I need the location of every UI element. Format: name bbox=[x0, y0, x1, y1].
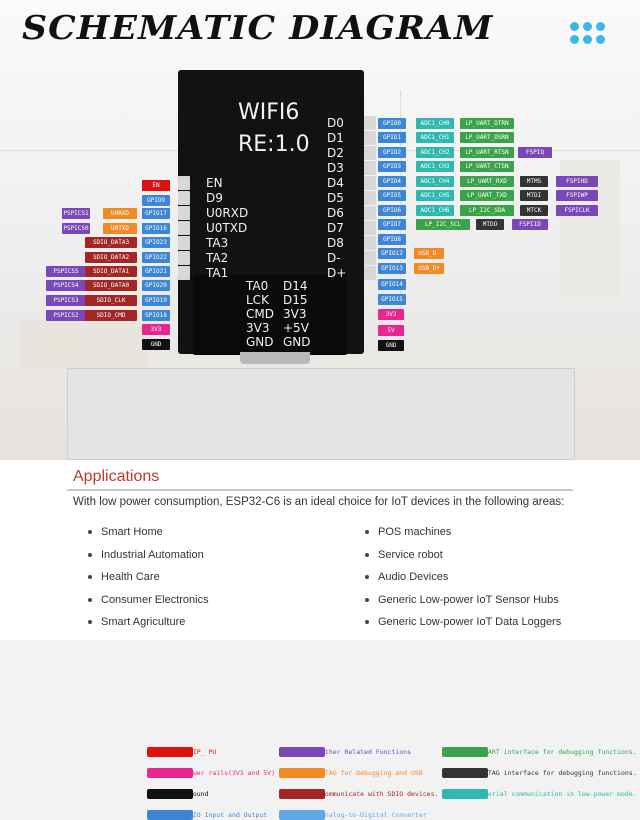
pin-label: USB_D- bbox=[414, 248, 444, 259]
pin-label: ADC1_CH1 bbox=[416, 132, 454, 143]
left-pin-name: U0RXD bbox=[206, 206, 249, 220]
board-revision-label: RE:1.0 bbox=[238, 132, 310, 157]
pin-label: GPIO20 bbox=[142, 280, 170, 291]
pin-label: FSPIQ bbox=[518, 147, 552, 158]
pin-label: EN bbox=[142, 180, 170, 191]
pin-label: FSPIWP bbox=[556, 190, 598, 201]
pin-label: GPIO3 bbox=[378, 161, 406, 172]
pin-label: LP_I2C_SCL bbox=[416, 219, 470, 230]
pin-label: 5V bbox=[378, 325, 404, 336]
pin-label: SDIO_CLK bbox=[85, 295, 137, 306]
applications-section bbox=[0, 460, 640, 640]
pin-label: PSPICS3 bbox=[46, 295, 86, 306]
pin-label: PSPICS0 bbox=[63, 225, 89, 232]
right-pad bbox=[364, 266, 376, 280]
left-pin-name: TA2 bbox=[206, 251, 229, 265]
pin-label: ADC1_CH3 bbox=[416, 161, 454, 172]
pin-label: GPIO18 bbox=[142, 310, 170, 321]
pin-label: GND bbox=[142, 339, 170, 350]
applications-title: Applications bbox=[73, 468, 160, 485]
list-item: Consumer Electronics bbox=[101, 593, 209, 606]
legend-text: Ground bbox=[185, 790, 209, 798]
pin-label: FSPIHD bbox=[556, 176, 598, 187]
legend-text: GPIO Input and Output bbox=[185, 811, 268, 819]
bottom-pin-name: CMD bbox=[246, 307, 274, 321]
dots-icon bbox=[570, 22, 606, 46]
pin-label: GPIO23 bbox=[142, 237, 170, 248]
right-pad bbox=[364, 131, 376, 145]
pin-label: SDIO_DATA1 bbox=[85, 266, 137, 277]
left-pad bbox=[178, 266, 190, 280]
pin-label: GPIO9 bbox=[142, 195, 170, 206]
right-pin-name: D2 bbox=[327, 146, 344, 160]
bottom-pin-name: GND bbox=[283, 335, 311, 349]
pin-label: GPIO6 bbox=[378, 205, 406, 216]
bottom-pin-name: D15 bbox=[283, 293, 308, 307]
pin-label: GPIO13 bbox=[378, 263, 406, 274]
left-pin-name: EN bbox=[206, 176, 223, 190]
list-item: Health Care bbox=[101, 571, 160, 583]
pin-label: LP_UART_TXD bbox=[460, 190, 514, 201]
list-item: Generic Low-power IoT Data Loggers bbox=[378, 616, 562, 628]
pin-label: GPIO5 bbox=[378, 190, 406, 201]
bottom-pin-name: D14 bbox=[283, 279, 308, 293]
left-pad bbox=[178, 236, 190, 250]
list-item: Industrial Automation bbox=[101, 548, 204, 561]
pin-label: GPIO22 bbox=[142, 252, 170, 263]
bottom-pin-name: +5V bbox=[283, 321, 309, 335]
legend-text: JTAG for Debugging and USB bbox=[321, 769, 423, 777]
left-pin-name: TA1 bbox=[206, 266, 229, 280]
divider bbox=[67, 489, 573, 491]
left-pad bbox=[178, 176, 190, 190]
applications-intro: With low power consumption, ESP32-C6 is an ideal choice for IoT devices in the following areas: bbox=[73, 496, 565, 508]
right-pad bbox=[364, 206, 376, 220]
pin-label: ADC1_CH0 bbox=[416, 118, 454, 129]
right-pin-name: D8 bbox=[327, 236, 344, 250]
pin-label: ADC1_CH4 bbox=[416, 176, 454, 187]
bottom-pin-name: TA0 bbox=[246, 279, 269, 293]
pin-label: GPIO4 bbox=[378, 176, 406, 187]
right-pin-name: D7 bbox=[327, 221, 344, 235]
usb-c-connector bbox=[240, 352, 310, 364]
board-model-label: WIFI6 bbox=[238, 100, 300, 125]
right-pad bbox=[364, 176, 376, 190]
legend-swatch bbox=[279, 810, 325, 820]
left-pin-name: U0TXD bbox=[206, 221, 248, 235]
pin-label: SDIO_DATA0 bbox=[85, 280, 137, 291]
pin-label: PSPICS4 bbox=[46, 280, 86, 291]
pin-label: GPIO8 bbox=[378, 234, 406, 245]
pin-label: PSPICS2 bbox=[46, 310, 86, 321]
legend-swatch bbox=[279, 789, 325, 799]
legend-text: JTAG interface for debugging functions. bbox=[484, 769, 637, 777]
right-pad bbox=[364, 236, 376, 250]
pin-label: MTCK bbox=[520, 205, 548, 216]
legend-text: Communicate with SDIO devices. bbox=[321, 790, 439, 798]
legend-swatch bbox=[279, 768, 325, 778]
pin-label: LP_UART_DTRN bbox=[460, 118, 514, 129]
pin-label: LP_I2C_SDA bbox=[460, 205, 514, 216]
bottom-pin-name: 3V3 bbox=[246, 321, 270, 335]
pin-label: FSPICLK bbox=[556, 205, 598, 216]
pin-label: LP_UART_DSRN bbox=[460, 132, 514, 143]
legend-text: Other Related Functions bbox=[321, 748, 412, 756]
pin-label: GPIO2 bbox=[378, 147, 406, 158]
bottom-pin-name: 3V3 bbox=[283, 307, 307, 321]
pin-label: ADC1_CH2 bbox=[416, 147, 454, 158]
bottom-pin-name: GND bbox=[246, 335, 274, 349]
left-pad bbox=[178, 206, 190, 220]
pin-label: LP_UART_RXD bbox=[460, 176, 514, 187]
pin-label: MTMS bbox=[520, 176, 548, 187]
right-pin-name: D- bbox=[327, 251, 341, 265]
right-pad bbox=[364, 191, 376, 205]
pin-label: MTDI bbox=[520, 190, 548, 201]
right-pad bbox=[364, 251, 376, 265]
right-pin-name: D1 bbox=[327, 131, 344, 145]
right-pin-name: D+ bbox=[327, 266, 347, 280]
pin-label: GPIO17 bbox=[142, 208, 170, 219]
pin-label: ADC1_CH6 bbox=[416, 205, 454, 216]
pin-label: GPIO0 bbox=[378, 118, 406, 129]
left-pad bbox=[178, 191, 190, 205]
legend-swatch bbox=[279, 747, 325, 757]
left-pin-name: TA3 bbox=[206, 236, 229, 250]
pin-label: PSPICS1 bbox=[63, 210, 89, 217]
right-pad bbox=[364, 161, 376, 175]
pin-label: U0RXD bbox=[103, 208, 137, 219]
legend-swatch bbox=[442, 747, 488, 757]
pin-label: GPIO1 bbox=[378, 132, 406, 143]
left-pin-name: D9 bbox=[206, 191, 223, 205]
pin-label: GPIO15 bbox=[378, 294, 406, 305]
legend-text: UART interface for debugging functions. bbox=[484, 748, 637, 756]
legend-text: Analog-to-Digital Converter bbox=[321, 811, 427, 819]
list-item: Smart Agriculture bbox=[101, 616, 186, 628]
list-item: Audio Devices bbox=[378, 571, 449, 583]
pin-label: PSPICS5 bbox=[46, 266, 86, 277]
right-pin-name: D5 bbox=[327, 191, 344, 205]
pin-label: GND bbox=[378, 340, 404, 351]
pin-label: GPIO12 bbox=[378, 248, 406, 259]
legend-text: Serial communication in low-power mode. bbox=[484, 790, 637, 798]
pin-label: USB_D+ bbox=[414, 263, 444, 274]
legend-text: CHIP_ PU bbox=[185, 748, 217, 756]
page-title: SCHEMATIC DIAGRAM bbox=[22, 8, 494, 47]
pin-label: GPIO14 bbox=[378, 279, 406, 290]
pin-label: U0TXD bbox=[103, 223, 137, 234]
pin-label: LP_UART_RTSN bbox=[460, 147, 514, 158]
right-pad bbox=[364, 116, 376, 130]
pin-label: GPIO16 bbox=[142, 223, 170, 234]
pin-label: GPIO7 bbox=[378, 219, 406, 230]
right-pin-name: D6 bbox=[327, 206, 344, 220]
pin-label: 3V3 bbox=[378, 309, 404, 320]
list-item: Generic Low-power IoT Sensor Hubs bbox=[378, 593, 559, 606]
legend-text: Power rails(3V3 and 5V) bbox=[185, 769, 276, 777]
pin-label: MTDO bbox=[476, 219, 504, 230]
list-item: Smart Home bbox=[101, 526, 163, 538]
bottom-pin-name: LCK bbox=[246, 293, 269, 307]
pin-label: SDIO_CMD bbox=[85, 310, 137, 321]
pin-label: LP_UART_CTSN bbox=[460, 161, 514, 172]
pin-label: SDIO_DATA3 bbox=[85, 237, 137, 248]
pin-label: GPIO19 bbox=[142, 295, 170, 306]
legend-swatch bbox=[442, 768, 488, 778]
pin-label: SDIO_DATA2 bbox=[85, 252, 137, 263]
right-pad bbox=[364, 221, 376, 235]
list-item: POS machines bbox=[378, 526, 452, 538]
pin-label: 3V3 bbox=[142, 324, 170, 335]
pin-label: GPIO21 bbox=[142, 266, 170, 277]
right-pin-name: D0 bbox=[327, 116, 344, 130]
pin-label: ADC1_CH5 bbox=[416, 190, 454, 201]
left-pad bbox=[178, 251, 190, 265]
list-item: Service robot bbox=[378, 548, 443, 561]
right-pin-name: D3 bbox=[327, 161, 344, 175]
left-pad bbox=[178, 221, 190, 235]
right-pad bbox=[364, 146, 376, 160]
legend-swatch bbox=[442, 789, 488, 799]
pin-label: FSPIID bbox=[512, 219, 548, 230]
right-pin-name: D4 bbox=[327, 176, 344, 190]
